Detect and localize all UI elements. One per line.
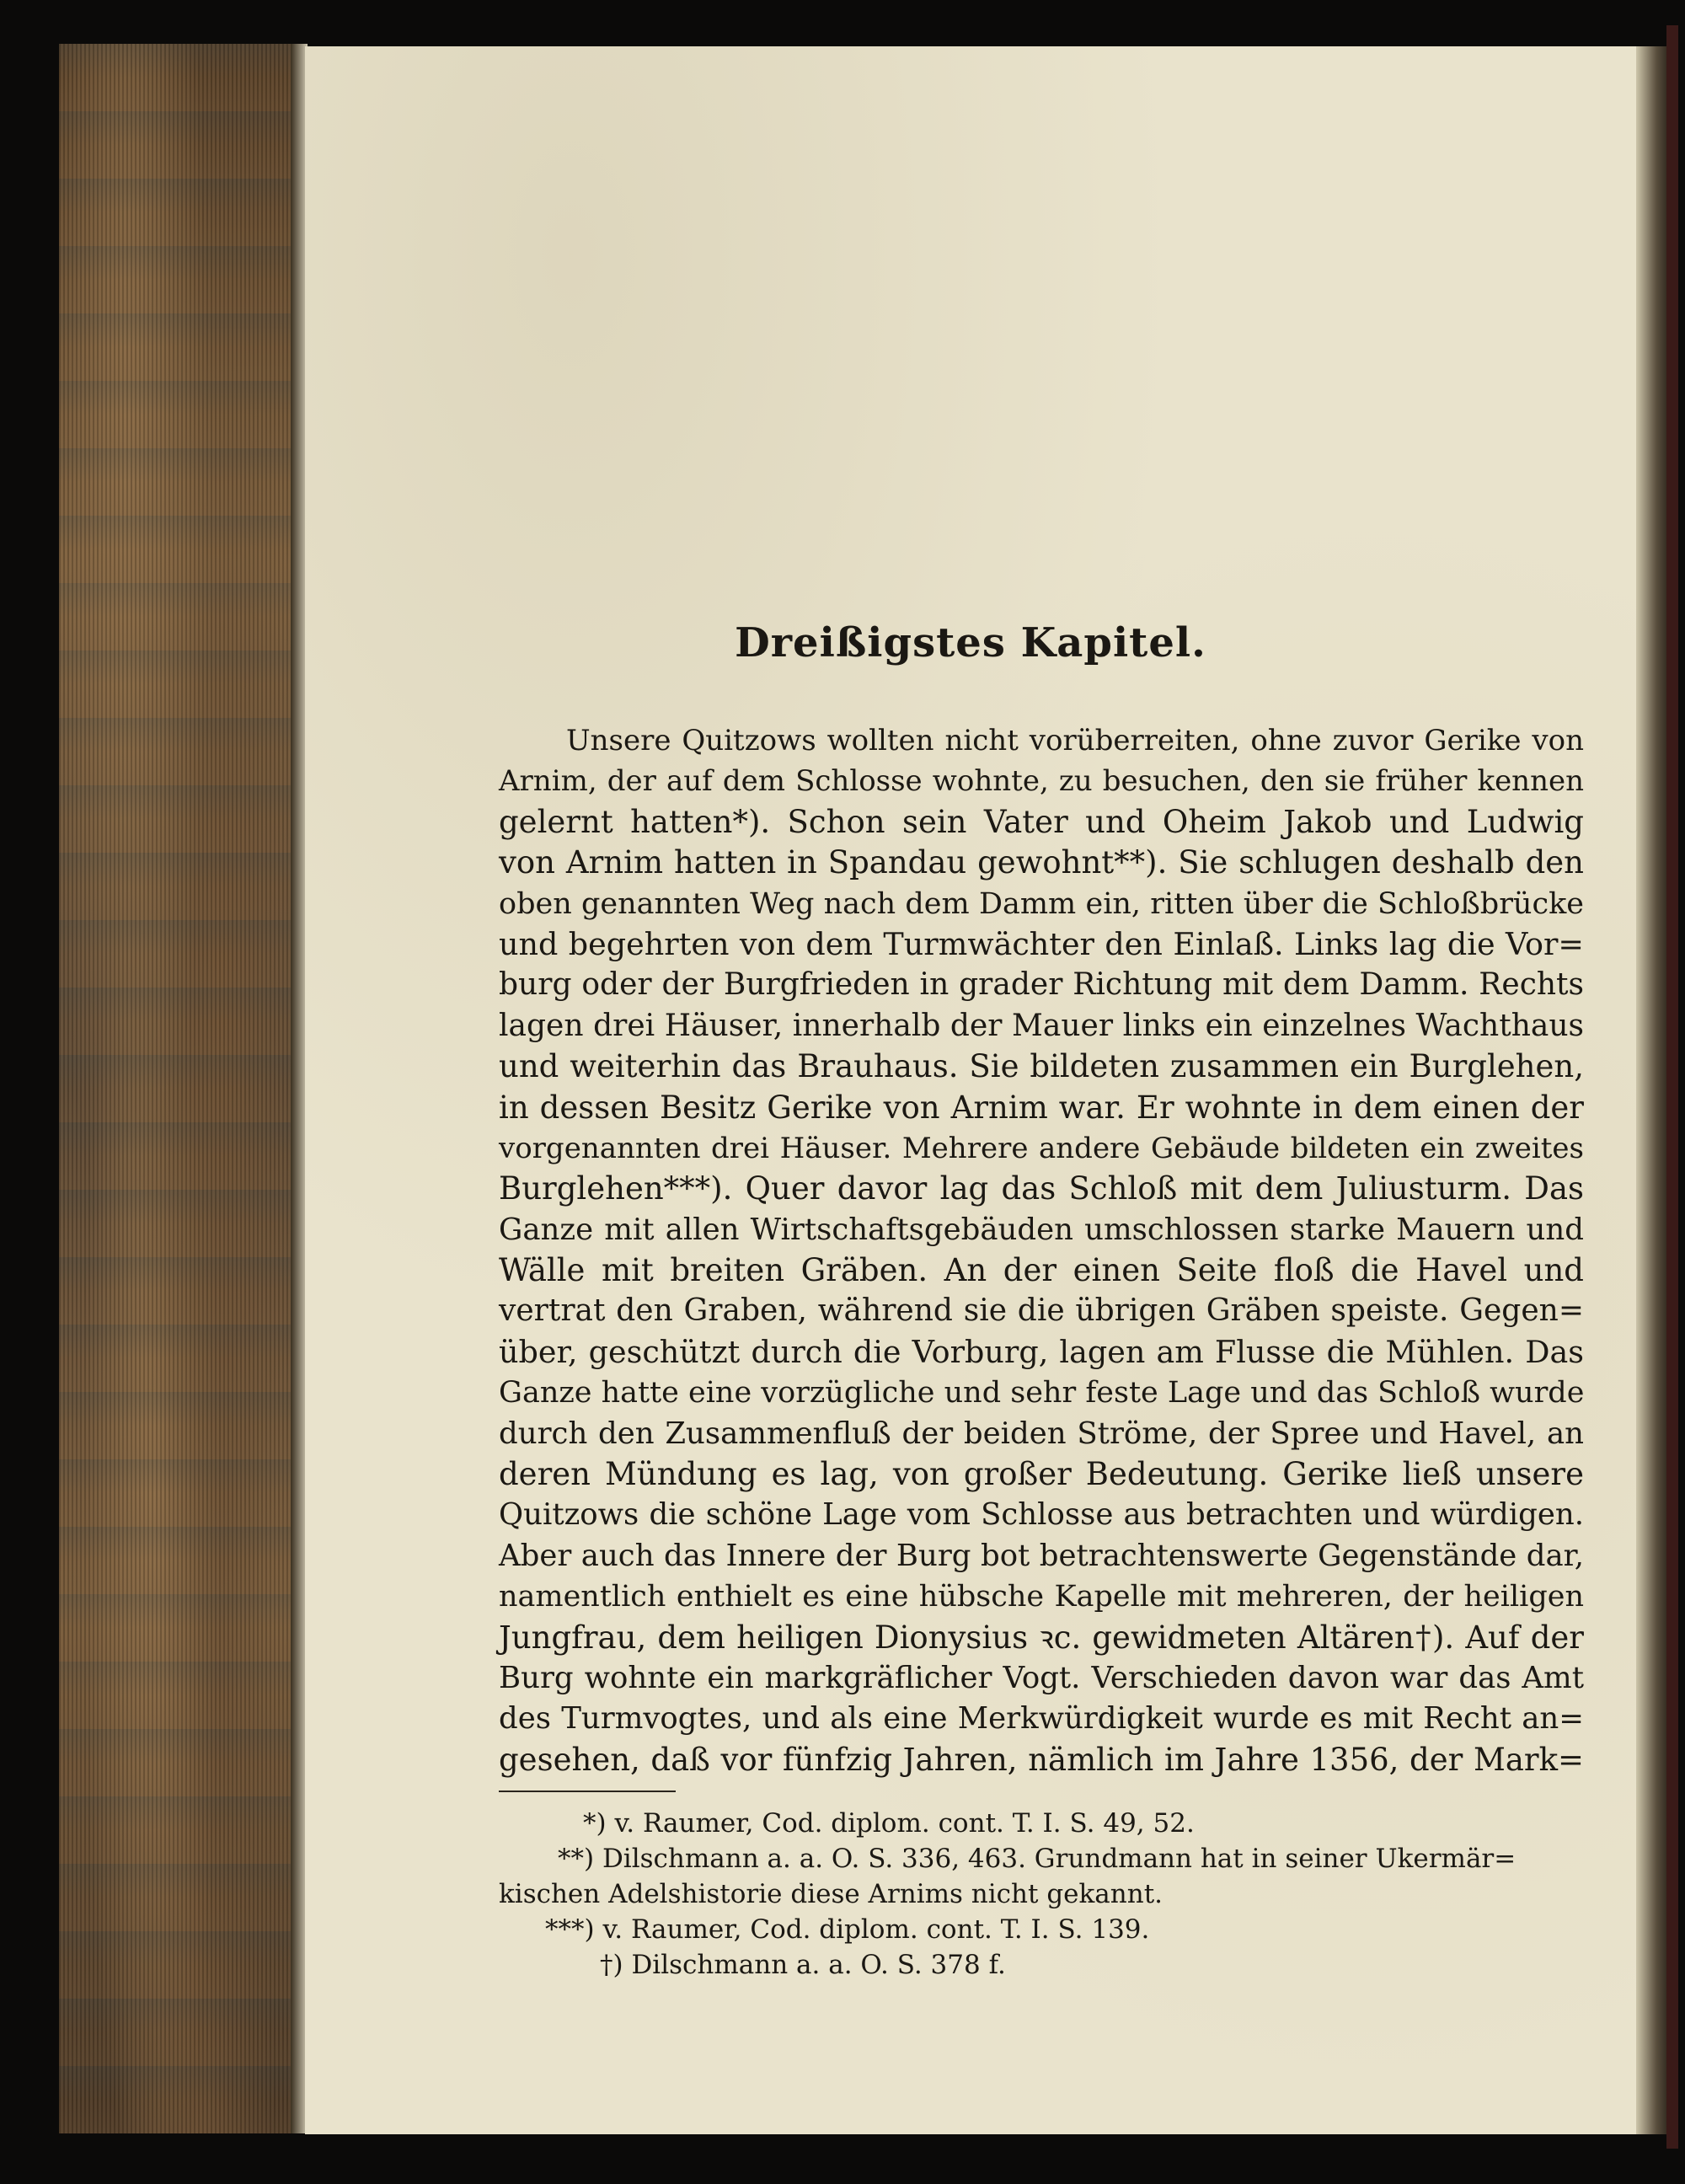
footnotes [499, 1806, 1584, 1983]
body-text [499, 720, 1584, 1780]
text-line: lagen drei Häuser, innerhalb der Mauer links ein einzelnes Wachthaus [499, 1008, 1584, 1043]
footnote: *) v. Raumer, Cod. diplom. cont. T. I. S. 49, 52. [583, 1808, 1195, 1839]
text-line: Ganze mit allen Wirtschaftsgebäuden umschlossen starke Mauern und [499, 1212, 1584, 1247]
book-cover-edge [1666, 25, 1678, 2149]
text-line: von Arnim hatten in Spandau gewohnt**). Sie schlugen deshalb den [499, 844, 1584, 881]
text-line: des Turmvogtes, und als eine Merkwürdigkeit wurde es mit Recht an= [499, 1701, 1584, 1737]
text-line: und weiterhin das Brauhaus. Sie bildeten zusammen ein Burglehen, [499, 1048, 1584, 1085]
text-line: über, geschützt durch die Vorburg, lagen am Flusse die Mühlen. Das [499, 1333, 1584, 1370]
text-line: Burg wohnte ein markgräflicher Vogt. Verschieden davon war das Amt [499, 1660, 1584, 1695]
footnote: ***) v. Raumer, Cod. diplom. cont. T. I. S. 139. [545, 1914, 1150, 1945]
text-line: gelernt hatten*). Schon sein Vater und Oheim Jakob und Ludwig [499, 803, 1584, 840]
page [305, 46, 1636, 2134]
footnote-rule [499, 1791, 676, 1792]
text-line: burg oder der Burgfrieden in grader Richtung mit dem Damm. Rechts [499, 967, 1584, 1003]
text-line: Jungfrau, dem heiligen Dionysius ꝛc. gewidmeten Altären†). Auf der [499, 1619, 1584, 1656]
text-line: Arnim, der auf dem Schlosse wohnte, zu besuchen, den sie früher kennen [499, 764, 1584, 799]
text-line: vertrat den Graben, während sie die übrigen Gräben speiste. Gegen= [499, 1293, 1584, 1329]
chapter-heading: Dreißigstes Kapitel. [735, 619, 1206, 666]
text-line: Aber auch das Innere der Burg bot betrachtenswerte Gegenstände dar, [499, 1538, 1584, 1573]
text-line: Wälle mit breiten Gräben. An der einen Seite floß die Havel und [499, 1252, 1584, 1289]
text-line: Burglehen***). Quer davor lag das Schloß mit dem Juliusturm. Das [499, 1170, 1584, 1207]
text-line: oben genannten Weg nach dem Damm ein, ritten über die Schloßbrücke [499, 886, 1584, 921]
text-line: vorgenannten drei Häuser. Mehrere andere Gebäude bildeten ein zweites [499, 1131, 1584, 1165]
next-page-edge [1636, 46, 1670, 2134]
text-line: durch den Zusammenfluß der beiden Ströme, der Spree und Havel, an [499, 1416, 1584, 1451]
text-line: deren Mündung es lag, von großer Bedeutung. Gerike ließ unsere [499, 1456, 1584, 1493]
text-line: in dessen Besitz Gerike von Arnim war. Er wohnte in dem einen der [499, 1089, 1584, 1126]
text-line: gesehen, daß vor fünfzig Jahren, nämlich im Jahre 1356, der Mark= [499, 1741, 1584, 1778]
footnote: †) Dilschmann a. a. O. S. 378 f. [600, 1950, 1006, 1980]
text-line: Ganze hatte eine vorzügliche und sehr feste Lage und das Schloß wurde [499, 1376, 1585, 1410]
text-line: Unsere Quitzows wollten nicht vorüberreiten, ohne zuvor Gerike von [566, 724, 1584, 757]
book-page-edges [59, 44, 296, 2133]
text-line: Quitzows die schöne Lage vom Schlosse aus betrachten und würdigen. [499, 1497, 1584, 1533]
footnote: **) Dilschmann a. a. O. S. 336, 463. Grundmann hat in seiner Ukermär= [558, 1844, 1516, 1874]
footnote-continuation: kischen Adelshistorie diese Arnims nicht gekannt. [499, 1879, 1163, 1909]
text-line: namentlich enthielt es eine hübsche Kapelle mit mehreren, der heiligen [499, 1580, 1584, 1614]
text-line: und begehrten von dem Turmwächter den Einlaß. Links lag die Vor= [499, 925, 1584, 962]
